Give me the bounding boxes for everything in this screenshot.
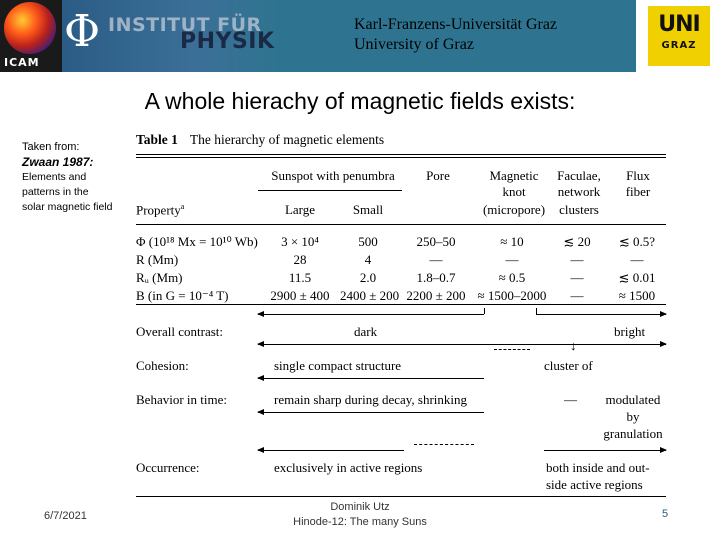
header-bottom-rule: [136, 224, 666, 225]
sunspot-header-rule: [258, 190, 402, 191]
institute-line1: INSTITUT FÜR: [108, 14, 262, 36]
contrast-left: dark: [354, 324, 378, 339]
table-caption-label: Table 1: [136, 132, 178, 147]
header-flux-2: fiber: [625, 184, 651, 199]
table-caption: [136, 132, 384, 148]
table-cell-small: 2.0: [359, 270, 377, 285]
contrast-tick-2: [536, 308, 537, 314]
header-faculae-3: clusters: [559, 202, 599, 217]
behavior-right-3: granulation: [603, 426, 663, 441]
footer-page-number: 5: [662, 508, 669, 520]
uni-graz-logo: [648, 6, 710, 66]
icam-logo: [0, 0, 62, 72]
table-cell-large: 28: [293, 252, 307, 267]
cohesion-label: Cohesion:: [136, 358, 189, 373]
university-line1: Karl-Franzens-Universität Graz: [354, 16, 558, 33]
table-cell-flux: —: [630, 252, 644, 267]
table-cell-faculae: —: [570, 252, 584, 267]
property-label: Property: [136, 202, 181, 218]
cohesion-dash: [494, 349, 530, 350]
occurrence-right-1: both inside and out-: [546, 460, 650, 475]
table-cell-flux: ≲ 0.5?: [618, 234, 656, 249]
table-cell-large: 11.5: [288, 270, 312, 285]
cohesion-right: cluster of: [544, 358, 593, 373]
subheader-large: Large: [284, 202, 316, 217]
header-flux-1: Flux: [626, 168, 650, 183]
table-bottom-rule: [136, 496, 666, 497]
numeric-bottom-rule: [136, 304, 666, 305]
table-cell-label: B (in G = 10⁻⁴ T): [136, 288, 229, 303]
table-cell-small: 2400 ± 200: [340, 288, 400, 303]
occurrence-dash: [414, 444, 474, 445]
contrast-right-arrow-top: [536, 314, 666, 315]
header-knot-1: Magnetic: [489, 168, 539, 183]
occurrence-arrow-left: [258, 450, 404, 451]
footer-center: [270, 500, 450, 530]
institute-logo: [62, 0, 280, 72]
header-knot-3: (micropore): [482, 202, 546, 217]
footer-author: Dominik Utz: [330, 501, 390, 513]
source-reference: Zwaan 1987:: [22, 155, 94, 169]
subheader-small: Small: [352, 202, 384, 217]
property-sup: a: [180, 202, 185, 211]
table-top-rule: [136, 154, 666, 155]
institute-line2: PHYSIK: [180, 29, 275, 54]
table-caption-text: The hierarchy of magnetic elements: [189, 132, 385, 147]
header-bar: [0, 0, 720, 72]
contrast-tick: [484, 308, 485, 314]
header-knot-2: knot: [502, 184, 526, 199]
table-cell-large: 2900 ± 400: [270, 288, 330, 303]
footer-event: Hinode-12: The many Suns: [293, 516, 427, 528]
cohesion-left: single compact structure: [274, 358, 402, 373]
table-cell-flux: ≈ 1500: [618, 288, 656, 303]
table-cell-label: Rᵤ (Mm): [136, 270, 183, 285]
table-cell-pore: 1.8–0.7: [416, 270, 456, 285]
cohesion-arrow-line: [258, 378, 484, 379]
table-cell-faculae: —: [570, 288, 584, 303]
table-cell-faculae: ≲ 20: [563, 234, 591, 249]
table-cell-knot: ≈ 10: [500, 234, 524, 249]
table-cell-pore: 2200 ± 200: [406, 288, 466, 303]
behavior-right-1: modulated: [605, 392, 661, 407]
behavior-dash: —: [564, 392, 577, 407]
contrast-left-arrow-top: [258, 314, 484, 315]
footer-date: 6/7/2021: [44, 510, 87, 522]
table-top-rule-2: [136, 157, 666, 158]
occurrence-label: Occurrence:: [136, 460, 200, 475]
contrast-arrow: [258, 344, 604, 345]
source-description: Elements and patterns in the solar magnetic field: [22, 171, 113, 213]
uni-logo-line2: GRAZ: [661, 40, 697, 51]
behavior-arrow-line: [258, 412, 484, 413]
table-cell-small: 4: [364, 252, 372, 267]
university-name: [354, 15, 557, 55]
occurrence-right-2: side active regions: [546, 477, 643, 492]
slide-title: A whole hierachy of magnetic fields exists:: [144, 88, 576, 114]
contrast-right: bright: [614, 324, 646, 339]
source-intro: Taken from:: [22, 141, 80, 153]
contrast-label: Overall contrast:: [136, 324, 223, 339]
phi-symbol-icon: Φ: [64, 6, 101, 57]
table-cell-small: 500: [358, 234, 378, 249]
behavior-right-2: by: [626, 409, 640, 424]
sun-globe-icon: [4, 2, 56, 54]
table-cell-faculae: —: [570, 270, 584, 285]
table-cell-knot: ≈ 0.5: [498, 270, 526, 285]
table-cell-label: Φ (10¹⁸ Mx = 10¹⁰ Wb): [136, 234, 258, 249]
table-cell-label: R (Mm): [136, 252, 179, 267]
uni-graz-logo-box: [636, 0, 720, 72]
behavior-left: remain sharp during decay, shrinking: [274, 392, 468, 407]
header-pore: Pore: [426, 168, 450, 183]
occurrence-arrow-right: [544, 450, 666, 451]
table-cell-large: 3 × 10⁴: [281, 234, 319, 249]
occurrence-left: exclusively in active regions: [274, 460, 423, 475]
icam-logo-text: ICAM: [4, 56, 40, 69]
behavior-label: Behavior in time:: [136, 392, 227, 407]
header-faculae-1: Faculae,: [557, 168, 601, 183]
header-sunspot: Sunspot with penumbra: [271, 168, 395, 183]
magnetic-hierarchy-table: [134, 128, 670, 498]
university-line2: University of Graz: [354, 36, 474, 53]
table-cell-knot: ≈ 1500–2000: [477, 288, 547, 303]
cohesion-arrow: ↓: [570, 338, 577, 353]
table-cell-pore: 250–50: [416, 234, 456, 249]
table-cell-pore: —: [429, 252, 443, 267]
header-faculae-2: network: [557, 184, 601, 199]
table-cell-knot: —: [505, 252, 519, 267]
table-cell-flux: ≲ 0.01: [618, 270, 656, 285]
contrast-arrow-right: [604, 344, 666, 345]
property-header: [136, 202, 184, 218]
uni-logo-line1: UNI: [658, 12, 700, 37]
source-note: [22, 140, 114, 215]
